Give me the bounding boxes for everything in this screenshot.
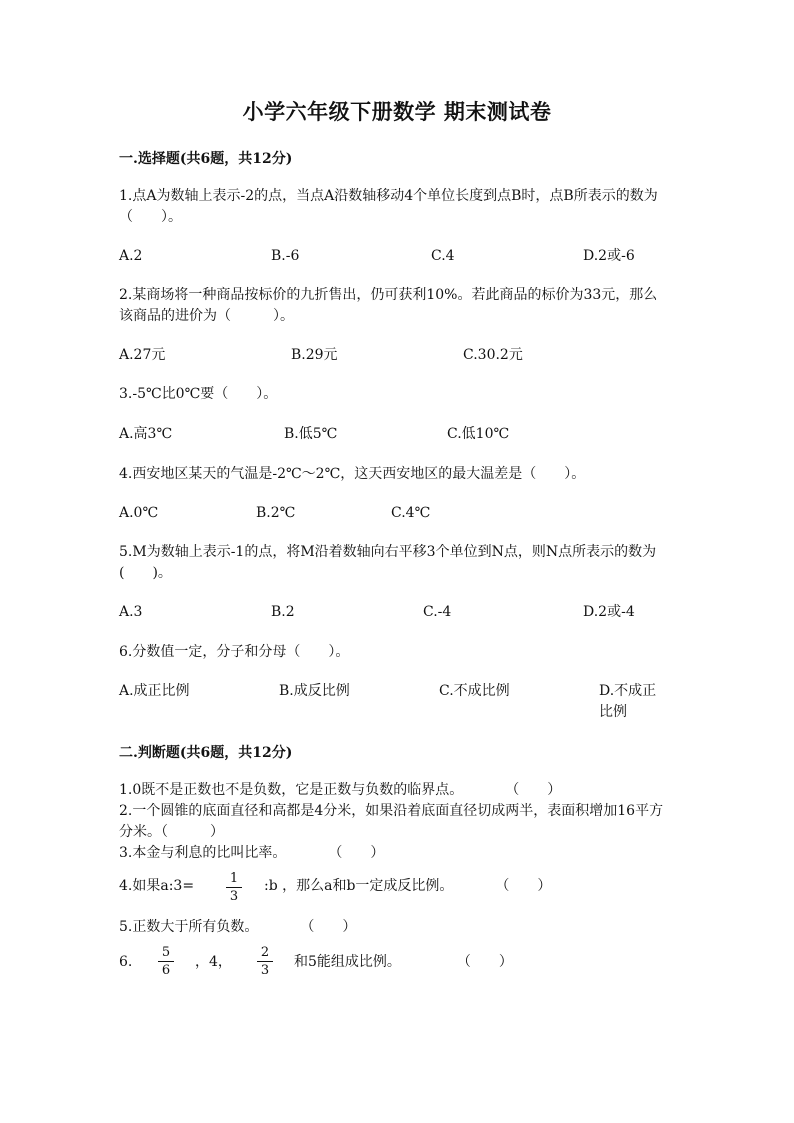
option-b: B.-6 <box>271 248 300 264</box>
fraction-bar <box>158 961 174 962</box>
judge-question-5: 5.正数大于所有负数。 （ ） <box>119 919 357 935</box>
judge-4-suffix: :b ，那么a和b一定成反比例。 （ ） <box>264 878 552 894</box>
question-1: 1.点A为数轴上表示-2的点，当点A沿数轴移动4个单位长度到点B时，点B所表示的数为（ ）。 <box>119 188 658 225</box>
option-b: B.2 <box>271 604 295 620</box>
option-b: B.29元 <box>291 347 338 363</box>
option-d: D.2或-4 <box>583 604 635 620</box>
fraction <box>226 871 242 904</box>
section-heading-choice: 一.选择题(共6题，共12分) <box>119 151 293 167</box>
judge-question-3: 3.本金与利息的比叫比率。 （ ） <box>119 845 385 861</box>
question-5: 5.M为数轴上表示-1的点，将M沿着数轴向右平移3个单位到N点，则N点所表示的数为( )。 <box>119 544 657 581</box>
option-c: C.不成比例 <box>439 683 510 699</box>
option-a: A.成正比例 <box>119 683 190 699</box>
judge-question-1: 1.0既不是正数也不是负数，它是正数与负数的临界点。 （ ） <box>119 782 562 798</box>
option-a: A.2 <box>119 248 143 264</box>
option-c: C.-4 <box>423 604 452 620</box>
judge-question-2: 2.一个圆锥的底面直径和高都是4分米，如果沿着底面直径切成两半，表面积增加16平方分米。（ ） <box>119 803 664 840</box>
question-4: 4.西安地区某天的气温是-2℃～2℃，这天西安地区的最大温差是（ ）。 <box>119 466 586 482</box>
option-d-text: D.不成正比例 <box>599 683 657 720</box>
fraction-denominator: 6 <box>161 963 171 978</box>
section-heading-judge: 二.判断题(共6题，共12分) <box>119 745 293 761</box>
fraction <box>257 945 273 978</box>
judge-6-prefix: 6. <box>119 954 133 970</box>
page-title: 小学六年级下册数学 期末测试卷 <box>242 99 552 124</box>
fraction-denominator: 3 <box>260 963 270 978</box>
question-2: 2.某商场将一种商品按标价的九折售出，仍可获利10%。若此商品的标价为33元，那么该商品的进价为（ ）。 <box>119 287 658 324</box>
option-c: C.低10℃ <box>447 426 510 442</box>
option-d: D.2或-6 <box>583 248 635 264</box>
option-b: B.2℃ <box>256 505 296 521</box>
question-3: 3.-5℃比0℃要（ ）。 <box>119 386 278 402</box>
judge-6-suffix: 和5能组成比例。 （ ） <box>294 954 513 970</box>
fraction-numerator: 5 <box>161 945 171 960</box>
option-b: B.低5℃ <box>284 426 338 442</box>
fraction-denominator: 3 <box>229 889 239 904</box>
option-b: B.成反比例 <box>279 683 350 699</box>
fraction <box>158 945 174 978</box>
judge-4-prefix: 4.如果a:3= <box>119 878 195 894</box>
fraction-bar <box>257 961 273 962</box>
option-a: A.27元 <box>119 347 166 363</box>
option-a: A.0℃ <box>119 505 159 521</box>
judge-6-mid: ，4， <box>195 954 232 970</box>
option-d <box>599 681 669 723</box>
option-c: C.4℃ <box>391 505 431 521</box>
option-c: C.30.2元 <box>463 347 523 363</box>
fraction-numerator: 2 <box>260 945 270 960</box>
question-6: 6.分数值一定，分子和分母（ ）。 <box>119 644 350 660</box>
option-a: A.高3℃ <box>119 426 173 442</box>
fraction-numerator: 1 <box>229 871 239 886</box>
option-c: C.4 <box>431 248 455 264</box>
fraction-bar <box>226 887 242 888</box>
option-a: A.3 <box>119 604 143 620</box>
